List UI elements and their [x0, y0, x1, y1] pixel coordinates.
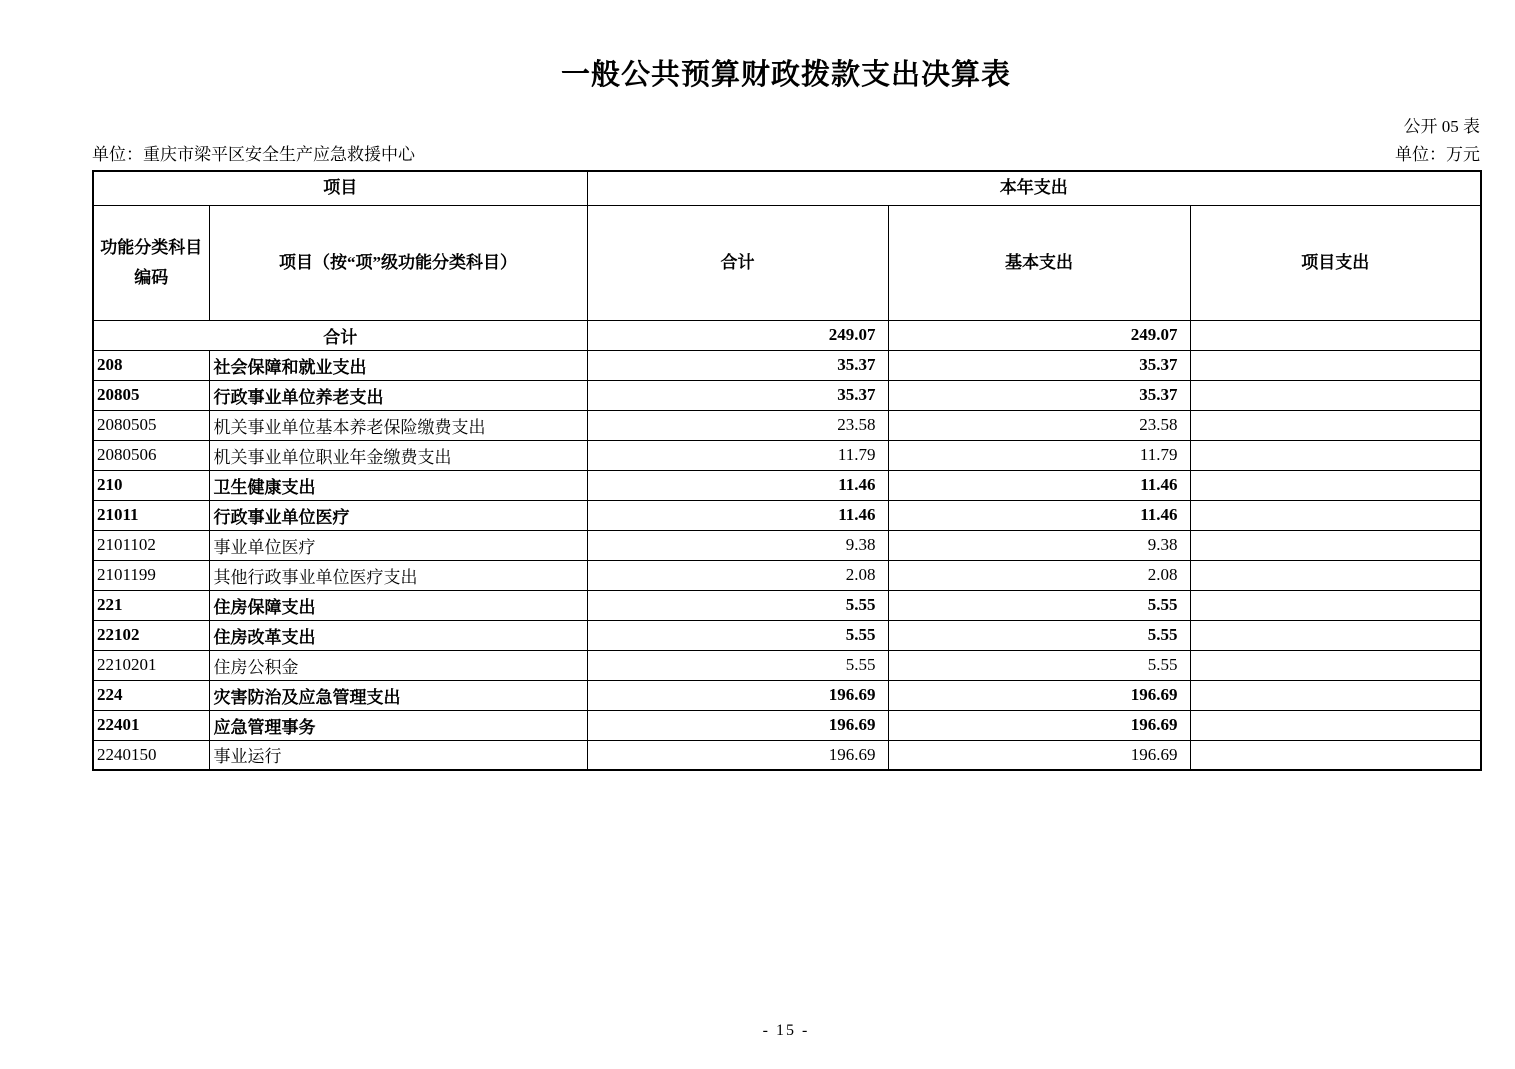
col-header-total: 合计: [587, 205, 888, 320]
row-total: 196.69: [587, 740, 888, 770]
header-group-current-year: 本年支出: [587, 171, 1481, 205]
row-name: 事业单位医疗: [209, 530, 587, 560]
table-row: [93, 560, 1481, 590]
row-name: 机关事业单位职业年金缴费支出: [209, 440, 587, 470]
row-project: [1190, 650, 1481, 680]
meta-row: [92, 144, 1480, 166]
table-row: [93, 470, 1481, 500]
row-total: 196.69: [587, 680, 888, 710]
row-name: 住房保障支出: [209, 590, 587, 620]
row-project: [1190, 380, 1481, 410]
row-basic: 11.79: [888, 440, 1190, 470]
row-basic: 5.55: [888, 650, 1190, 680]
row-code: 224: [93, 680, 209, 710]
row-project: [1190, 560, 1481, 590]
table-row: [93, 710, 1481, 740]
row-total: 11.46: [587, 470, 888, 500]
row-project: [1190, 470, 1481, 500]
row-code: 22102: [93, 620, 209, 650]
row-basic: 196.69: [888, 680, 1190, 710]
row-name: 住房改革支出: [209, 620, 587, 650]
total-row-total: 249.07: [587, 320, 888, 350]
total-row-basic: 249.07: [888, 320, 1190, 350]
row-code: 2101199: [93, 560, 209, 590]
table-row: [93, 440, 1481, 470]
table-row: [93, 590, 1481, 620]
row-basic: 9.38: [888, 530, 1190, 560]
row-name: 行政事业单位养老支出: [209, 380, 587, 410]
row-name: 住房公积金: [209, 650, 587, 680]
row-basic: 35.37: [888, 350, 1190, 380]
row-name: 行政事业单位医疗: [209, 500, 587, 530]
row-project: [1190, 410, 1481, 440]
row-code: 208: [93, 350, 209, 380]
row-project: [1190, 530, 1481, 560]
col-header-project: 项目支出: [1190, 205, 1481, 320]
row-total: 35.37: [587, 380, 888, 410]
row-name: 社会保障和就业支出: [209, 350, 587, 380]
page-number: - 15 -: [762, 1022, 810, 1039]
col-header-name: 项目（按“项”级功能分类科目）: [209, 205, 587, 320]
row-name: 卫生健康支出: [209, 470, 587, 500]
row-code: 20805: [93, 380, 209, 410]
row-project: [1190, 440, 1481, 470]
header-group-project: 项目: [93, 171, 587, 205]
expenditure-table: [92, 170, 1482, 771]
row-name: 灾害防治及应急管理支出: [209, 680, 587, 710]
unit-name-label: 单位：重庆市梁平区安全生产应急救援中心: [92, 145, 415, 164]
unit-measure-label: 单位：万元: [1395, 145, 1480, 164]
row-total: 11.46: [587, 500, 888, 530]
row-basic: 11.46: [888, 500, 1190, 530]
total-row-label: 合计: [93, 320, 587, 350]
table-row: [93, 410, 1481, 440]
row-basic: 196.69: [888, 740, 1190, 770]
row-code: 221: [93, 590, 209, 620]
table-header: [93, 171, 1481, 320]
page-content: [92, 0, 1480, 771]
row-basic: 2.08: [888, 560, 1190, 590]
col-header-code: 功能分类科目编码: [93, 205, 209, 320]
row-code: 2101102: [93, 530, 209, 560]
row-basic: 35.37: [888, 380, 1190, 410]
row-project: [1190, 680, 1481, 710]
row-total: 196.69: [587, 710, 888, 740]
row-name: 其他行政事业单位医疗支出: [209, 560, 587, 590]
table-code-label: 公开 05 表: [1403, 117, 1480, 136]
row-code: 2210201: [93, 650, 209, 680]
row-name: 应急管理事务: [209, 710, 587, 740]
row-basic: 11.46: [888, 470, 1190, 500]
row-basic: 5.55: [888, 620, 1190, 650]
table-row: [93, 740, 1481, 770]
table-row: [93, 680, 1481, 710]
row-code: 2240150: [93, 740, 209, 770]
row-basic: 196.69: [888, 710, 1190, 740]
row-name: 事业运行: [209, 740, 587, 770]
row-code: 2080505: [93, 410, 209, 440]
row-project: [1190, 500, 1481, 530]
row-code: 210: [93, 470, 209, 500]
row-total: 9.38: [587, 530, 888, 560]
row-basic: 23.58: [888, 410, 1190, 440]
row-project: [1190, 740, 1481, 770]
row-total: 5.55: [587, 590, 888, 620]
row-project: [1190, 710, 1481, 740]
row-code: 21011: [93, 500, 209, 530]
table-row: [93, 500, 1481, 530]
row-total: 5.55: [587, 650, 888, 680]
table-row: [93, 350, 1481, 380]
row-name: 机关事业单位基本养老保险缴费支出: [209, 410, 587, 440]
row-total: 11.79: [587, 440, 888, 470]
total-row-project: [1190, 320, 1481, 350]
table-body: [93, 320, 1481, 770]
row-total: 5.55: [587, 620, 888, 650]
col-header-basic: 基本支出: [888, 205, 1190, 320]
row-total: 23.58: [587, 410, 888, 440]
table-row: [93, 380, 1481, 410]
row-code: 2080506: [93, 440, 209, 470]
table-row: [93, 530, 1481, 560]
row-basic: 5.55: [888, 590, 1190, 620]
page-title: 一般公共预算财政拨款支出决算表: [560, 59, 1011, 91]
row-project: [1190, 350, 1481, 380]
row-total: 2.08: [587, 560, 888, 590]
row-total: 35.37: [587, 350, 888, 380]
header-columns-row: [93, 205, 1481, 320]
table-row: [93, 650, 1481, 680]
header-group-row: [93, 171, 1481, 205]
row-code: 22401: [93, 710, 209, 740]
total-row: [93, 320, 1481, 350]
table-row: [93, 620, 1481, 650]
row-project: [1190, 620, 1481, 650]
row-project: [1190, 590, 1481, 620]
